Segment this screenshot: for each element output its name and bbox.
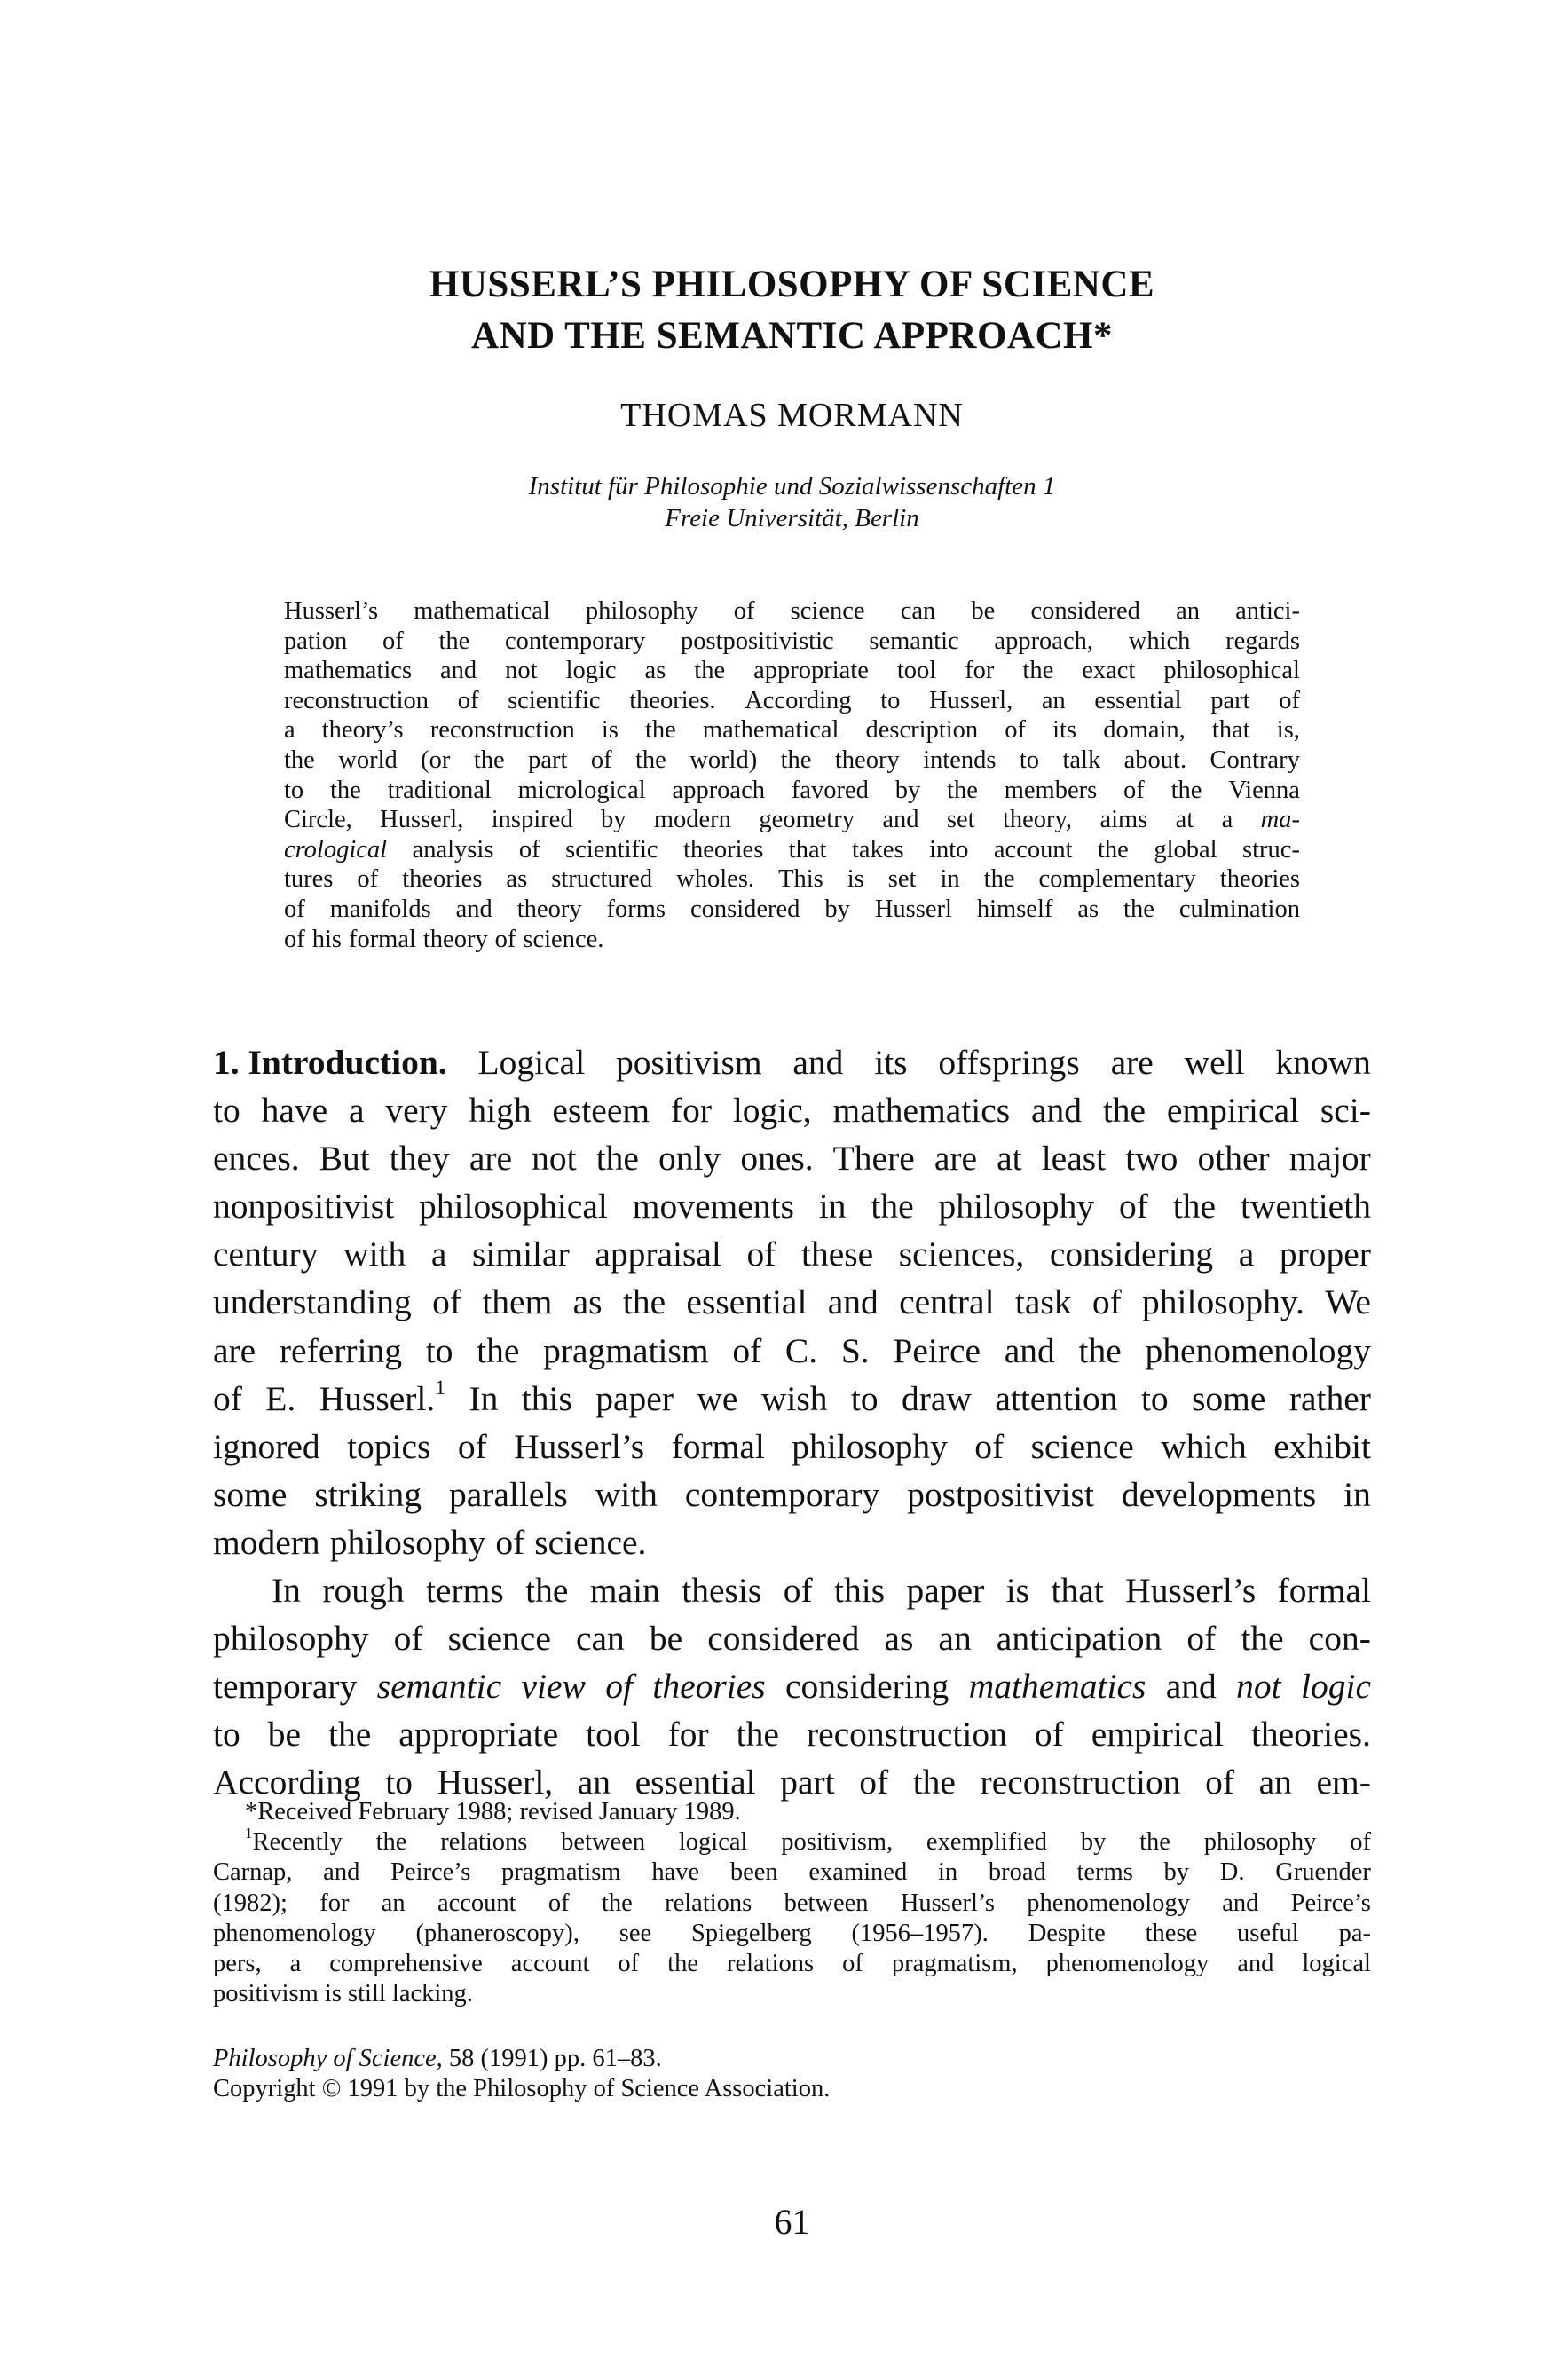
abstract-line: of manifolds and theory forms considered by Husserl himself as the culmination (284, 895, 1300, 923)
page-number: 61 (774, 2202, 810, 2242)
abstract-line: the world (or the part of the world) the theory intends to talk about. Contrary (284, 745, 1300, 774)
journal-citation: 58 (1991) pp. 61–83. (448, 2045, 662, 2072)
footnote-line: $^1$Recently the relations between logical positivism, exemplified by the philosophy of (245, 1825, 1371, 1857)
abstract-line: reconstruction of scientific theories. According to Husserl, an essential part of (284, 686, 1300, 714)
abstract-line: a theory’s reconstruction is the mathematical description of its domain, that is, (284, 716, 1300, 745)
journal-info (213, 2044, 1371, 2104)
title-line-1: HUSSERL’S PHILOSOPHY OF SCIENCE (429, 264, 1155, 305)
footnote-line: (1982); for an account of the relations between Husserl’s phenomenology and Peirce’s (213, 1889, 1371, 1917)
affiliation (213, 470, 1371, 534)
abstract-line: crological analysis of scientific theories that takes into account the global struc- (284, 835, 1300, 864)
abstract-line: tures of theories as structured wholes. This is set in the complementary theories (284, 865, 1300, 894)
abstract-line: of his formal theory of science. (284, 925, 604, 953)
body-line: century with a similar appraisal of these sciences, considering a proper (213, 1234, 1371, 1274)
footnote-line: phenomenology (phaneroscopy), see Spiegelberg (1956–1957). Despite these useful pa- (213, 1919, 1371, 1947)
paper-title (213, 259, 1371, 362)
body-line: temporary semantic view of theories considering mathematics and not logic (213, 1667, 1371, 1707)
abstract-line: Husserl’s mathematical philosophy of science can be considered an antici- (284, 597, 1300, 625)
footnote-line: pers, a comprehensive account of the relations of pragmatism, phenomenology and logical (213, 1950, 1371, 1978)
affiliation-line-1: Institut für Philosophie und Sozialwissenschaften 1 (528, 472, 1056, 501)
copyright: Copyright © 1991 by the Philosophy of Science Association. (213, 2075, 831, 2102)
title-line-2: AND THE SEMANTIC APPROACH* (471, 315, 1113, 357)
body-line: understanding of them as the essential and central task of philosophy. We (213, 1282, 1371, 1322)
affiliation-line-2: Freie Universität, Berlin (665, 504, 919, 532)
body-line: 1. Introduction. Logical positivism and its offsprings are well known (213, 1043, 1371, 1082)
abstract-line: to the traditional micrological approach favored by the members of the Vienna (284, 776, 1300, 804)
body-line: ignored topics of Husserl’s formal philosophy of science which exhibit (213, 1426, 1371, 1466)
journal-name: Philosophy of Science, (213, 2045, 443, 2072)
body-line: some striking parallels with contemporary postpositivist developments in (213, 1474, 1371, 1514)
body-line: nonpositivist philosophical movements in the philosophy of the twentieth (213, 1187, 1371, 1226)
body-line: According to Husserl, an essential part of the reconstruction of an em- (213, 1763, 1371, 1802)
body-line: In rough terms the main thesis of this paper is that Husserl’s formal (272, 1571, 1371, 1611)
received-note: *Received February 1988; revised January 1989. (245, 1798, 741, 1826)
body-text (213, 1038, 1371, 1807)
author-name: THOMAS MORMANN (620, 397, 964, 434)
abstract-line: pation of the contemporary postpositivistic semantic approach, which regards (284, 627, 1300, 655)
body-line: ences. But they are not the only ones. There are at least two other major (213, 1139, 1371, 1179)
abstract-line: Circle, Husserl, inspired by modern geometry and set theory, aims at a ma- (284, 806, 1300, 834)
body-line: to have a very high esteem for logic, mathematics and the empirical sci- (213, 1091, 1371, 1131)
abstract (284, 596, 1300, 954)
paper-page (213, 0, 1371, 2374)
body-line: are referring to the pragmatism of C. S. Peirce and the phenomenology (213, 1330, 1371, 1370)
footnotes (213, 1797, 1371, 2009)
footnote-line: positivism is still lacking. (213, 1980, 473, 2008)
body-line: philosophy of science can be considered as an anticipation of the con- (213, 1619, 1371, 1659)
abstract-line: mathematics and not logic as the appropriate tool for the exact philosophical (284, 657, 1300, 685)
body-line: of E. Husserl.$^1$ In this paper we wish to draw attention to some rather (213, 1376, 1371, 1418)
journal-citation-line (213, 2044, 1371, 2074)
body-line: modern philosophy of science. (213, 1522, 647, 1562)
body-line: to be the appropriate tool for the reconstruction of empirical theories. (213, 1715, 1371, 1755)
footnote-line: Carnap, and Peirce’s pragmatism have been examined in broad terms by D. Gruender (213, 1858, 1371, 1887)
